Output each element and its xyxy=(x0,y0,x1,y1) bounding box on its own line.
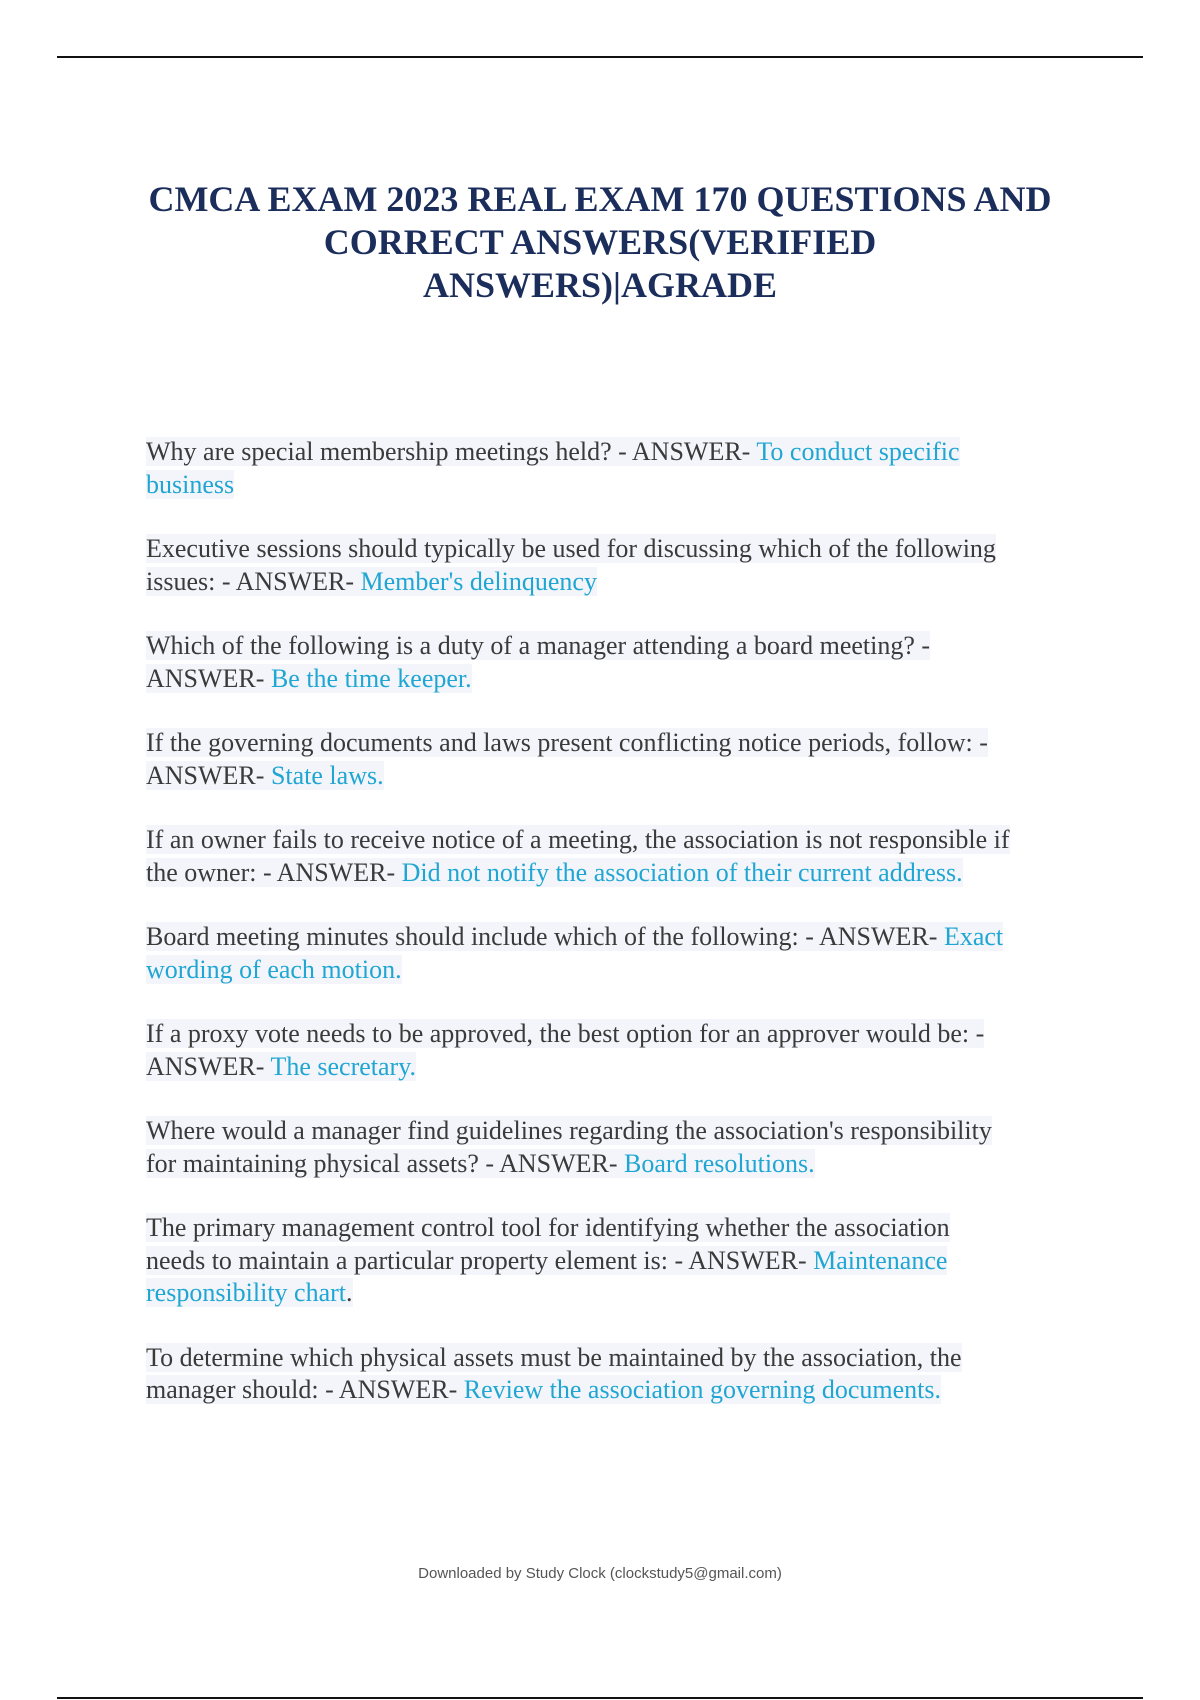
qa-line-text xyxy=(146,1116,992,1145)
qa-line-text xyxy=(146,567,597,596)
qa-line xyxy=(146,760,1096,793)
answer-text: State laws. xyxy=(270,760,384,790)
qa-line-text xyxy=(146,1278,353,1307)
qa-line xyxy=(146,954,1096,987)
answer-text: Be the time keeper. xyxy=(270,663,472,693)
question-text: Board meeting minutes should include which of the following: - ANSWER- xyxy=(146,922,944,951)
question-text: ANSWER- xyxy=(146,1051,271,1081)
question-text: Executive sessions should typically be used for discussing which of the following xyxy=(146,534,996,563)
qa-item xyxy=(146,1018,1096,1083)
qa-line xyxy=(146,630,1096,663)
qa-line xyxy=(146,1051,1096,1084)
answer-text: Board resolutions. xyxy=(624,1148,815,1178)
qa-line xyxy=(146,857,1096,890)
answer-text: Maintenance xyxy=(813,1245,948,1275)
qa-line xyxy=(146,1342,1096,1375)
question-text: issues: - ANSWER- xyxy=(146,566,361,596)
qa-item xyxy=(146,436,1096,501)
qa-line-text xyxy=(146,631,930,660)
qa-line-text xyxy=(146,825,1010,854)
question-text: . xyxy=(346,1278,353,1307)
qa-line xyxy=(146,824,1096,857)
qa-line-text xyxy=(146,664,472,693)
question-text: Which of the following is a duty of a manager attending a board meeting? - xyxy=(146,631,931,660)
document-title xyxy=(100,178,1100,307)
qa-line-text xyxy=(146,470,234,499)
question-text: If a proxy vote needs to be approved, the best option for an approver would be: - xyxy=(146,1019,985,1048)
qa-line xyxy=(146,663,1096,696)
qa-line xyxy=(146,469,1096,502)
title-line: CORRECT ANSWERS(VERIFIED xyxy=(323,222,877,262)
question-text: Why are special membership meetings held? - ANSWER- xyxy=(146,437,757,466)
answer-text: Exact xyxy=(943,922,1004,951)
qa-item xyxy=(146,1115,1096,1180)
answer-text: business xyxy=(146,469,235,499)
qa-item xyxy=(146,1212,1096,1310)
qa-item xyxy=(146,727,1096,792)
qa-line xyxy=(146,921,1096,954)
answer-text: wording of each motion. xyxy=(146,954,402,984)
answer-text: Did not notify the association of their current address. xyxy=(401,857,963,887)
qa-line-text xyxy=(146,922,1003,951)
question-text: Where would a manager find guidelines regarding the association's responsibility xyxy=(146,1116,992,1145)
qa-line xyxy=(146,1212,1096,1245)
qa-item xyxy=(146,533,1096,598)
question-text: ANSWER- xyxy=(146,663,271,693)
qa-line-text xyxy=(146,761,384,790)
title-line: CMCA EXAM 2023 REAL EXAM 170 QUESTIONS AND xyxy=(148,179,1052,219)
qa-line-text xyxy=(146,1213,950,1242)
qa-line xyxy=(146,1245,1096,1278)
answer-text: The secretary. xyxy=(270,1051,417,1081)
answer-text: Member's delinquency xyxy=(360,566,597,596)
qa-line-text xyxy=(146,728,988,757)
title-line: ANSWERS)|AGRADE xyxy=(423,265,777,305)
question-text: the owner: - ANSWER- xyxy=(146,857,402,887)
question-text: If an owner fails to receive notice of a meeting, the association is not responsible if xyxy=(146,825,1010,854)
qa-line-text xyxy=(146,955,402,984)
qa-line xyxy=(146,566,1096,599)
qa-line xyxy=(146,727,1096,760)
qa-item xyxy=(146,921,1096,986)
question-text: The primary management control tool for identifying whether the association xyxy=(146,1213,950,1242)
answer-text: To conduct specific xyxy=(756,437,960,466)
qa-line xyxy=(146,436,1096,469)
qa-line xyxy=(146,1115,1096,1148)
qa-line-text xyxy=(146,858,963,887)
qa-item xyxy=(146,1342,1096,1407)
bottom-rule xyxy=(57,1697,1143,1699)
qa-line xyxy=(146,1374,1096,1407)
qa-line-text xyxy=(146,1246,947,1275)
qa-line-text xyxy=(146,1149,815,1178)
question-text: manager should: - ANSWER- xyxy=(146,1375,464,1404)
qa-line-text xyxy=(146,437,960,466)
qa-line xyxy=(146,1018,1096,1051)
qa-line-text xyxy=(146,534,996,563)
question-answer-list xyxy=(146,436,1096,1439)
qa-line xyxy=(146,1277,1096,1310)
question-text: needs to maintain a particular property element is: - ANSWER- xyxy=(146,1245,814,1275)
qa-line-text xyxy=(146,1375,941,1404)
qa-line-text xyxy=(146,1052,416,1081)
answer-text: responsibility chart xyxy=(146,1278,347,1307)
qa-line-text xyxy=(146,1019,984,1048)
qa-line xyxy=(146,533,1096,566)
top-rule xyxy=(57,56,1143,58)
qa-item xyxy=(146,824,1096,889)
answer-text: Review the association governing documents. xyxy=(463,1375,942,1404)
question-text: If the governing documents and laws present conflicting notice periods, follow: - xyxy=(146,728,988,757)
qa-line xyxy=(146,1148,1096,1181)
qa-line-text xyxy=(146,1343,962,1372)
question-text: for maintaining physical assets? - ANSWER- xyxy=(146,1148,625,1178)
download-footer: Downloaded by Study Clock (clockstudy5@gmail.com) xyxy=(418,1565,782,1582)
question-text: ANSWER- xyxy=(146,760,271,790)
qa-item xyxy=(146,630,1096,695)
question-text: To determine which physical assets must be maintained by the association, the xyxy=(146,1342,962,1372)
